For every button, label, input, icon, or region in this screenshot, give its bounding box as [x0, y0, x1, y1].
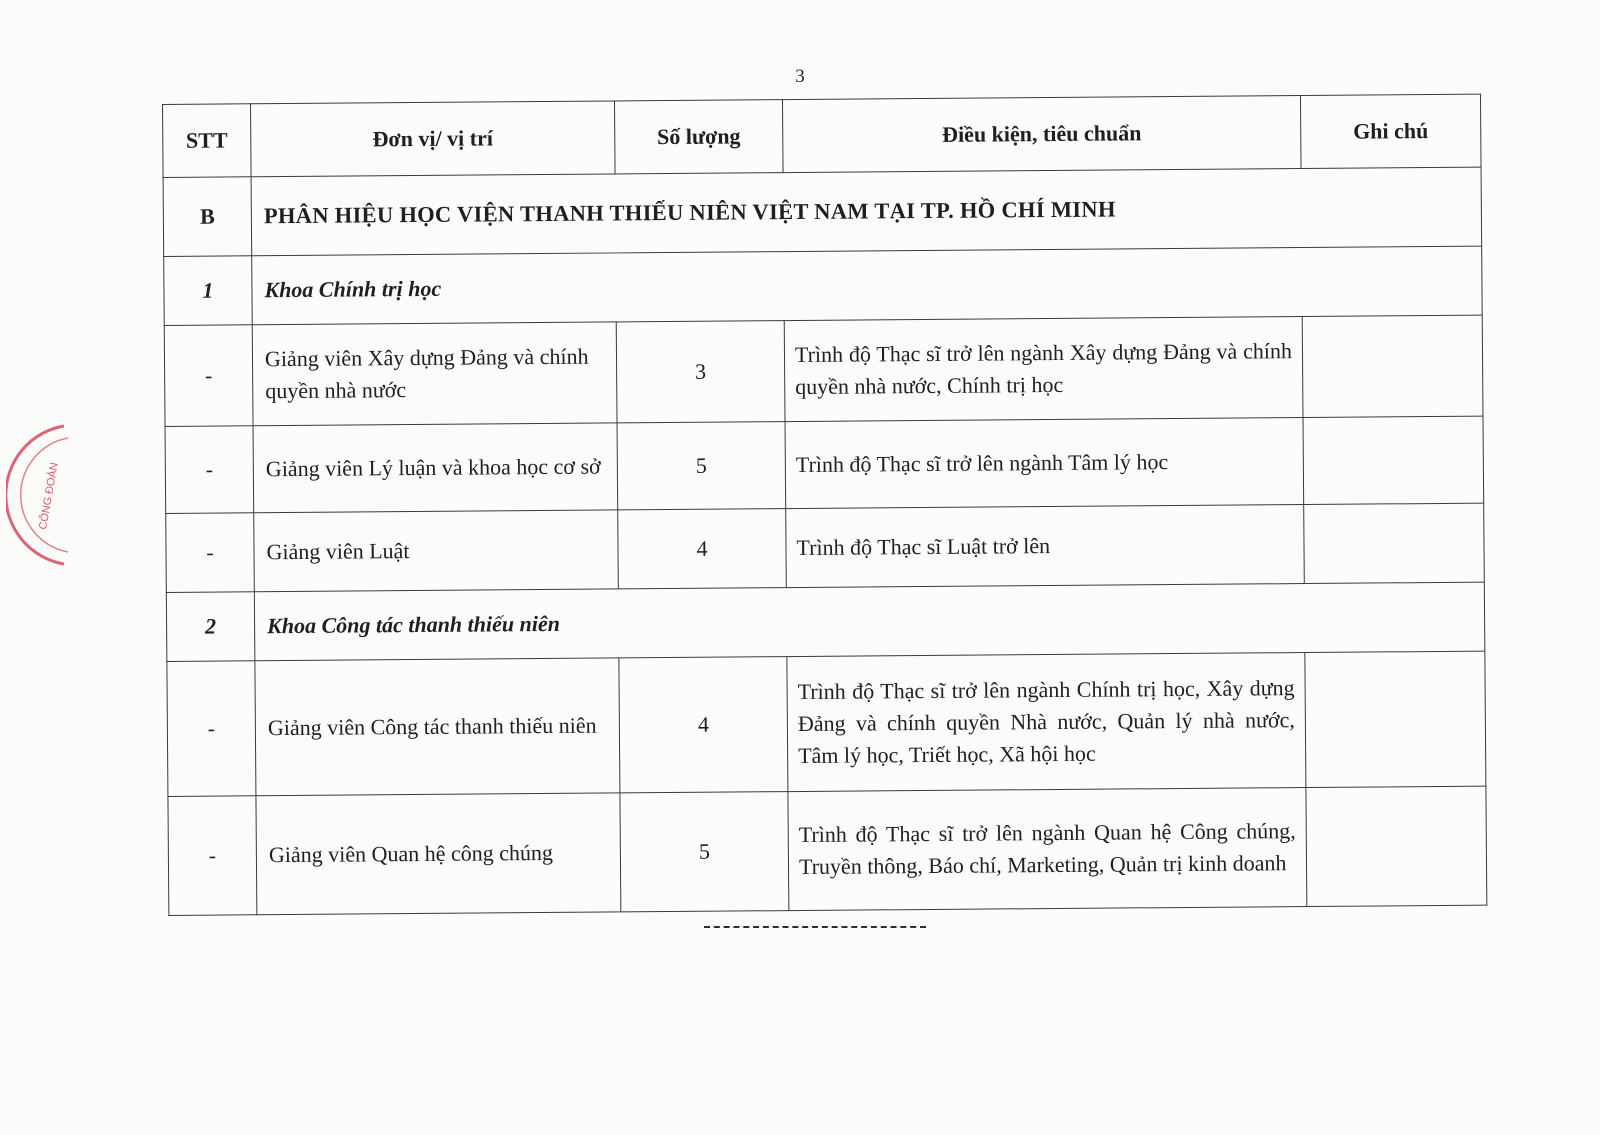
row-notes — [1305, 651, 1486, 787]
row-unit: Giảng viên Quan hệ công chúng — [256, 793, 621, 915]
row-conditions: Trình độ Thạc sĩ trở lên ngành Tâm lý học — [785, 418, 1304, 509]
row-notes — [1306, 786, 1487, 906]
row-quantity: 3 — [616, 321, 785, 423]
row-quantity: 5 — [620, 792, 789, 912]
table-row — [164, 315, 1483, 426]
row-notes — [1303, 416, 1484, 504]
row-conditions: Trình độ Thạc sĩ trở lên ngành Chính trị học, Xây dựng Đảng và chính quyền Nhà nước, Quản lý nhà nước, Tâm lý học, Triết học, Xã hội học — [787, 653, 1306, 792]
header-conditions: Điều kiện, tiêu chuẩn — [782, 96, 1301, 173]
table-row — [166, 503, 1485, 592]
header-quantity: Số lượng — [614, 100, 783, 174]
table-row — [167, 651, 1486, 796]
recruitment-table-wrapper — [162, 94, 1486, 916]
row-unit: Giảng viên Xây dựng Đảng và chính quyền nhà nước — [252, 322, 617, 426]
section-row — [163, 167, 1482, 256]
row-stt: - — [168, 796, 257, 916]
row-conditions: Trình độ Thạc sĩ Luật trở lên — [786, 505, 1305, 588]
row-quantity: 4 — [619, 657, 788, 793]
table-row — [165, 416, 1484, 513]
union-stamp-fragment — [6, 420, 86, 570]
row-notes — [1304, 503, 1485, 583]
end-of-document-divider — [704, 926, 926, 928]
group-row — [164, 246, 1483, 325]
row-stt: - — [167, 661, 256, 797]
row-stt: - — [166, 513, 255, 593]
row-quantity: 5 — [617, 422, 786, 510]
recruitment-table — [162, 94, 1487, 916]
section-stt: B — [163, 177, 252, 257]
row-unit: Giảng viên Lý luận và khoa học cơ sở — [253, 423, 618, 513]
section-title: PHÂN HIỆU HỌC VIỆN THANH THIẾU NIÊN VIỆT NAM TẠI TP. HỒ CHÍ MINH — [251, 167, 1482, 256]
row-conditions: Trình độ Thạc sĩ trở lên ngành Xây dựng Đảng và chính quyền nhà nước, Chính trị học — [784, 317, 1303, 422]
header-row — [163, 94, 1482, 177]
table-row — [168, 786, 1487, 915]
row-conditions: Trình độ Thạc sĩ trở lên ngành Quan hệ Công chúng, Truyền thông, Báo chí, Marketing, Quản trị kinh doanh — [788, 788, 1307, 911]
row-quantity: 4 — [618, 509, 787, 589]
row-unit: Giảng viên Công tác thanh thiếu niên — [255, 658, 620, 796]
page-number: 3 — [795, 66, 805, 87]
group-title: Khoa Công tác thanh thiếu niên — [254, 582, 1485, 661]
header-notes: Ghi chú — [1300, 94, 1481, 168]
row-stt: - — [165, 426, 254, 514]
stamp-text: CÔNG ĐOÀN — [37, 461, 61, 531]
header-stt: STT — [163, 104, 252, 178]
group-stt: 2 — [166, 592, 255, 662]
group-stt: 1 — [164, 256, 253, 326]
row-notes — [1302, 315, 1483, 417]
row-stt: - — [164, 325, 253, 427]
group-title: Khoa Chính trị học — [252, 246, 1483, 325]
group-row — [166, 582, 1485, 661]
row-unit: Giảng viên Luật — [254, 510, 619, 592]
header-unit: Đơn vị/ vị trí — [251, 101, 616, 177]
